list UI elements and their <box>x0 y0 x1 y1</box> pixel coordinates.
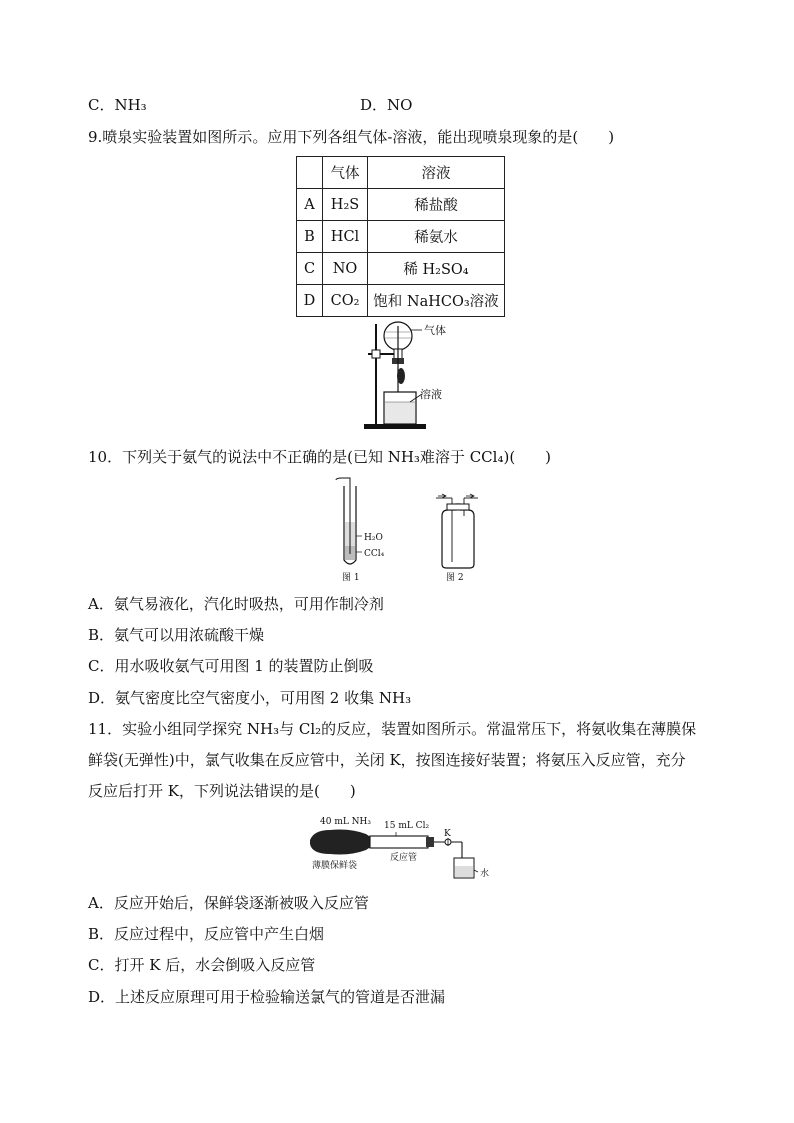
q8-option-c: C．NH₃ <box>88 96 147 114</box>
label-k: K <box>444 829 451 839</box>
q10-stem: 10．下列关于氨气的说法中不正确的是(已知 NH₃难溶于 CCl₄)( ) <box>88 448 552 466</box>
table-cell: 稀盐酸 <box>368 189 505 221</box>
table-cell: C <box>297 253 323 285</box>
q11-stem-line3: 反应后打开 K，下列说法错误的是( ) <box>88 782 356 800</box>
label-tube: 反应管 <box>390 853 418 863</box>
q11-option-b: B．反应过程中，反应管中产生白烟 <box>88 925 325 943</box>
table-row <box>297 253 505 285</box>
q11-option-c: C．打开 K 后，水会倒吸入反应管 <box>88 956 316 974</box>
table-cell: D <box>297 285 323 317</box>
q10-option-b: B．氨气可以用浓硫酸干燥 <box>88 626 265 644</box>
table-cell: HCl <box>323 221 368 253</box>
table-cell: 稀氨水 <box>368 221 505 253</box>
label-fig2: 图 2 <box>446 573 464 583</box>
ammonia-apparatus-figure <box>326 476 478 584</box>
reaction-apparatus-figure <box>306 812 496 884</box>
table-header <box>297 157 323 189</box>
table-cell: H₂S <box>323 189 368 221</box>
q9-stem: 9.喷泉实验装置如图所示。应用下列各组气体-溶液，能出现喷泉现象的是( ) <box>88 128 615 146</box>
table-cell: B <box>297 221 323 253</box>
q10-option-a: A．氨气易液化，汽化时吸热，可用作制冷剂 <box>88 595 384 613</box>
q11-option-d: D．上述反应原理可用于检验输送氯气的管道是否泄漏 <box>88 988 446 1006</box>
q10-option-d: D．氨气密度比空气密度小，可用图 2 收集 NH₃ <box>88 689 412 707</box>
table-row <box>297 189 505 221</box>
q9-table <box>296 156 505 317</box>
table-cell: NO <box>323 253 368 285</box>
q11-option-a: A．反应开始后，保鲜袋逐渐被吸入反应管 <box>88 894 369 912</box>
fountain-apparatus-figure <box>358 318 468 434</box>
table-header: 溶液 <box>368 157 505 189</box>
table-cell: 饱和 NaHCO₃溶液 <box>368 285 505 317</box>
label-ccl4: CCl₄ <box>364 549 385 559</box>
table-cell: 稀 H₂SO₄ <box>368 253 505 285</box>
table-row <box>297 221 505 253</box>
q11-stem-line1: 11．实验小组同学探究 NH₃与 Cl₂的反应，装置如图所示。常温常压下，将氨收集在薄膜保 <box>88 720 697 738</box>
label-fig1: 图 1 <box>342 573 360 583</box>
label-gas: 气体 <box>424 324 446 337</box>
label-water: 水 <box>480 869 490 879</box>
table-row <box>297 285 505 317</box>
table-header-row <box>297 157 505 189</box>
label-bag: 薄膜保鲜袋 <box>312 861 358 871</box>
q11-stem-line2: 鲜袋(无弹性)中，氯气收集在反应管中，关闭 K，按图连接好装置；将氨压入反应管，充分 <box>88 751 686 769</box>
label-h2o: H₂O <box>364 533 383 543</box>
q8-option-d: D．NO <box>360 96 413 114</box>
table-cell: CO₂ <box>323 285 368 317</box>
label-nh3: 40 mL NH₃ <box>320 817 372 827</box>
table-cell: A <box>297 189 323 221</box>
q10-option-c: C．用水吸收氨气可用图 1 的装置防止倒吸 <box>88 657 374 675</box>
label-cl2: 15 mL Cl₂ <box>384 821 430 831</box>
label-solution: 溶液 <box>420 388 442 401</box>
table-header: 气体 <box>323 157 368 189</box>
